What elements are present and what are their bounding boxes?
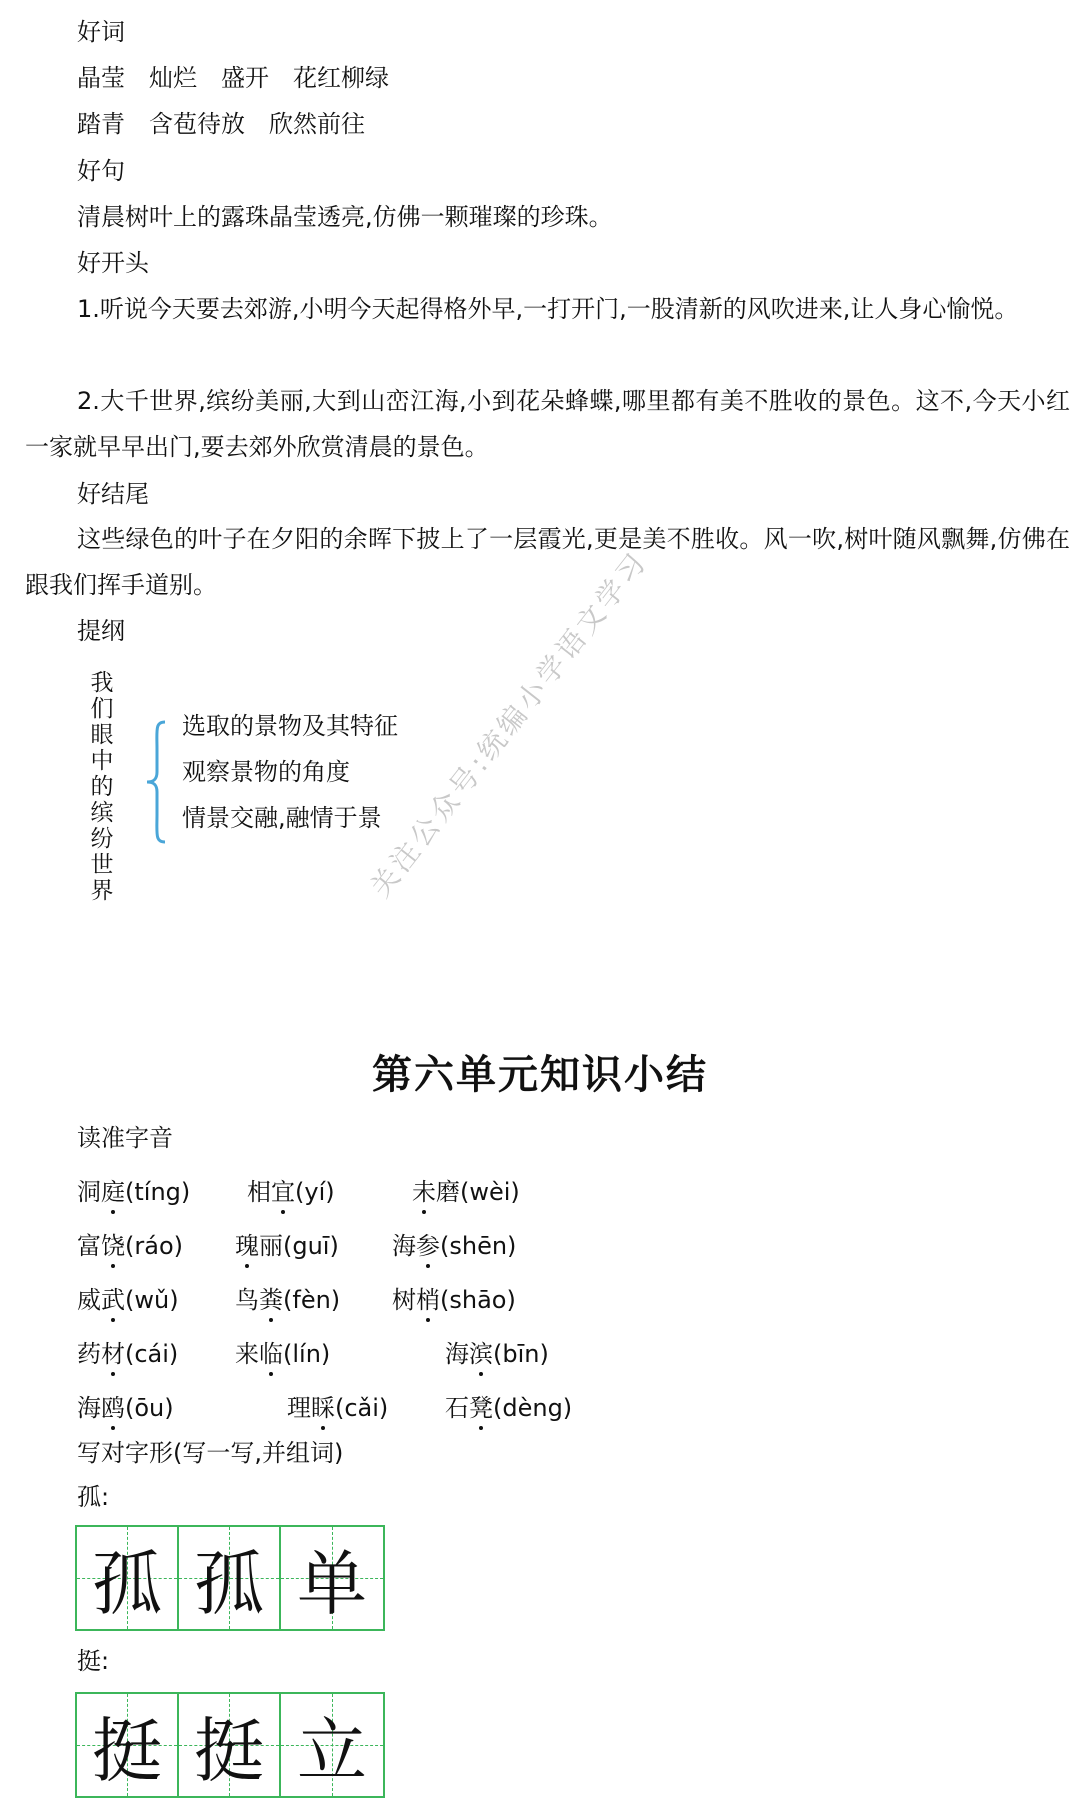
- dotted-char: 梢: [416, 1286, 440, 1314]
- word-char: 鸟: [235, 1286, 259, 1314]
- pronunciation-item: [235, 1338, 330, 1370]
- grid-character: 挺: [194, 1709, 264, 1792]
- dotted-char: 凳: [469, 1394, 493, 1422]
- word-char: 洞: [77, 1178, 101, 1206]
- pinyin: (shāo): [440, 1286, 516, 1314]
- dotted-char: 瑰: [235, 1232, 259, 1260]
- pronunciation-item: [77, 1338, 178, 1370]
- pinyin: (ōu): [125, 1394, 174, 1422]
- pinyin: (dèng): [493, 1394, 573, 1422]
- word-char: 富: [77, 1232, 101, 1260]
- grid-cell: [281, 1527, 383, 1629]
- outline-item: 选取的景物及其特征: [182, 712, 398, 740]
- grid-character: 单: [297, 1542, 367, 1625]
- word-char: 树: [392, 1286, 416, 1314]
- writing-label: 挺:: [77, 1647, 110, 1675]
- word-char: 丽: [259, 1232, 283, 1260]
- dotted-char: 鸥: [101, 1394, 125, 1422]
- pronunciation-item: [77, 1230, 183, 1262]
- grid-character: 孤: [194, 1542, 264, 1625]
- pinyin: (cái): [125, 1340, 179, 1368]
- writing-heading: 写对字形(写一写,并组词): [77, 1439, 344, 1467]
- pronunciation-item: [77, 1284, 179, 1316]
- dotted-char: 未: [412, 1178, 436, 1206]
- pronunciation-item: [445, 1338, 549, 1370]
- pinyin: (shēn): [440, 1232, 517, 1260]
- grid-cell: [77, 1694, 179, 1796]
- word-char: 磨: [436, 1178, 460, 1206]
- pronunciation-item: [445, 1392, 572, 1424]
- good-ending-paragraph: 这些绿色的叶子在夕阳的余晖下披上了一层霞光,更是美不胜收。风一吹,树叶随风飘舞,仿佛在跟我们挥手道别。: [25, 525, 1070, 599]
- outline-heading: 提纲: [77, 617, 125, 645]
- grid-character: 挺: [92, 1709, 162, 1792]
- word-char: 海: [77, 1394, 101, 1422]
- good-opening-paragraph-2: 2.大千世界,缤纷美丽,大到山峦江海,小到花朵蜂蝶,哪里都有美不胜收的景色。这不,今天小红一家就早早出门,要去郊外欣赏清晨的景色。: [25, 387, 1070, 461]
- pronunciation-item: [392, 1284, 516, 1316]
- grid-cell: [281, 1694, 383, 1796]
- dotted-char: 临: [259, 1340, 283, 1368]
- writing-grid: [75, 1525, 385, 1631]
- pinyin: (yí): [295, 1178, 335, 1206]
- dotted-char: 宜: [271, 1178, 295, 1206]
- grid-character: 孤: [92, 1542, 162, 1625]
- good-sentence-heading: 好句: [77, 157, 125, 185]
- good-opening-paragraph-1: 1.听说今天要去郊游,小明今天起得格外早,一打开门,一股清新的风吹进来,让人身心愉悦。: [77, 295, 1019, 323]
- grid-character: 立: [297, 1709, 367, 1792]
- pinyin: (lín): [283, 1340, 331, 1368]
- dotted-char: 庭: [101, 1178, 125, 1206]
- pinyin: (tíng): [125, 1178, 191, 1206]
- dotted-char: 滨: [469, 1340, 493, 1368]
- pronunciation-item: [235, 1230, 339, 1262]
- good-words-row-2: 踏青 含苞待放 欣然前往: [77, 110, 365, 138]
- word-char: 石: [445, 1394, 469, 1422]
- outline-topic-vertical: 我们眼中的缤纷世界: [90, 670, 114, 904]
- dotted-char: 睬: [311, 1394, 335, 1422]
- pinyin: (fèn): [283, 1286, 341, 1314]
- good-words-heading: 好词: [77, 18, 125, 46]
- grid-cell: [179, 1527, 281, 1629]
- word-char: 理: [287, 1394, 311, 1422]
- pinyin: (bīn): [493, 1340, 549, 1368]
- word-char: 相: [247, 1178, 271, 1206]
- curly-brace-icon: [145, 720, 169, 844]
- good-words-row-1: 晶莹 灿烂 盛开 花红柳绿: [77, 64, 389, 92]
- dotted-char: 粪: [259, 1286, 283, 1314]
- writing-grid: [75, 1692, 385, 1798]
- unit-title: 第六单元知识小结: [372, 1052, 708, 1098]
- word-char: 海: [392, 1232, 416, 1260]
- writing-label: 孤:: [77, 1483, 110, 1511]
- outline-item: 情景交融,融情于景: [182, 804, 382, 832]
- good-opening-heading: 好开头: [77, 249, 149, 277]
- pinyin: (guī): [283, 1232, 339, 1260]
- pinyin: (cǎi): [335, 1394, 389, 1422]
- pinyin: (wǔ): [125, 1286, 179, 1314]
- pronunciation-item: [412, 1176, 520, 1208]
- dotted-char: 材: [101, 1340, 125, 1368]
- grid-cell: [77, 1527, 179, 1629]
- pronunciation-item: [77, 1392, 174, 1424]
- pronunciation-item: [392, 1230, 516, 1262]
- pronunciation-item: [77, 1176, 190, 1208]
- good-sentence-text: 清晨树叶上的露珠晶莹透亮,仿佛一颗璀璨的珍珠。: [77, 203, 613, 231]
- pronunciation-item: [287, 1392, 388, 1424]
- watermark: 关注公众号:统编小学语文学习: [363, 544, 655, 904]
- pronunciation-item: [247, 1176, 335, 1208]
- good-ending-heading: 好结尾: [77, 480, 149, 508]
- pronunciation-heading: 读准字音: [77, 1124, 173, 1152]
- pinyin: (wèi): [460, 1178, 520, 1206]
- dotted-char: 参: [416, 1232, 440, 1260]
- dotted-char: 武: [101, 1286, 125, 1314]
- word-char: 海: [445, 1340, 469, 1368]
- word-char: 来: [235, 1340, 259, 1368]
- word-char: 威: [77, 1286, 101, 1314]
- pronunciation-item: [235, 1284, 340, 1316]
- outline-item: 观察景物的角度: [182, 758, 350, 786]
- grid-cell: [179, 1694, 281, 1796]
- pinyin: (ráo): [125, 1232, 183, 1260]
- word-char: 药: [77, 1340, 101, 1368]
- dotted-char: 饶: [101, 1232, 125, 1260]
